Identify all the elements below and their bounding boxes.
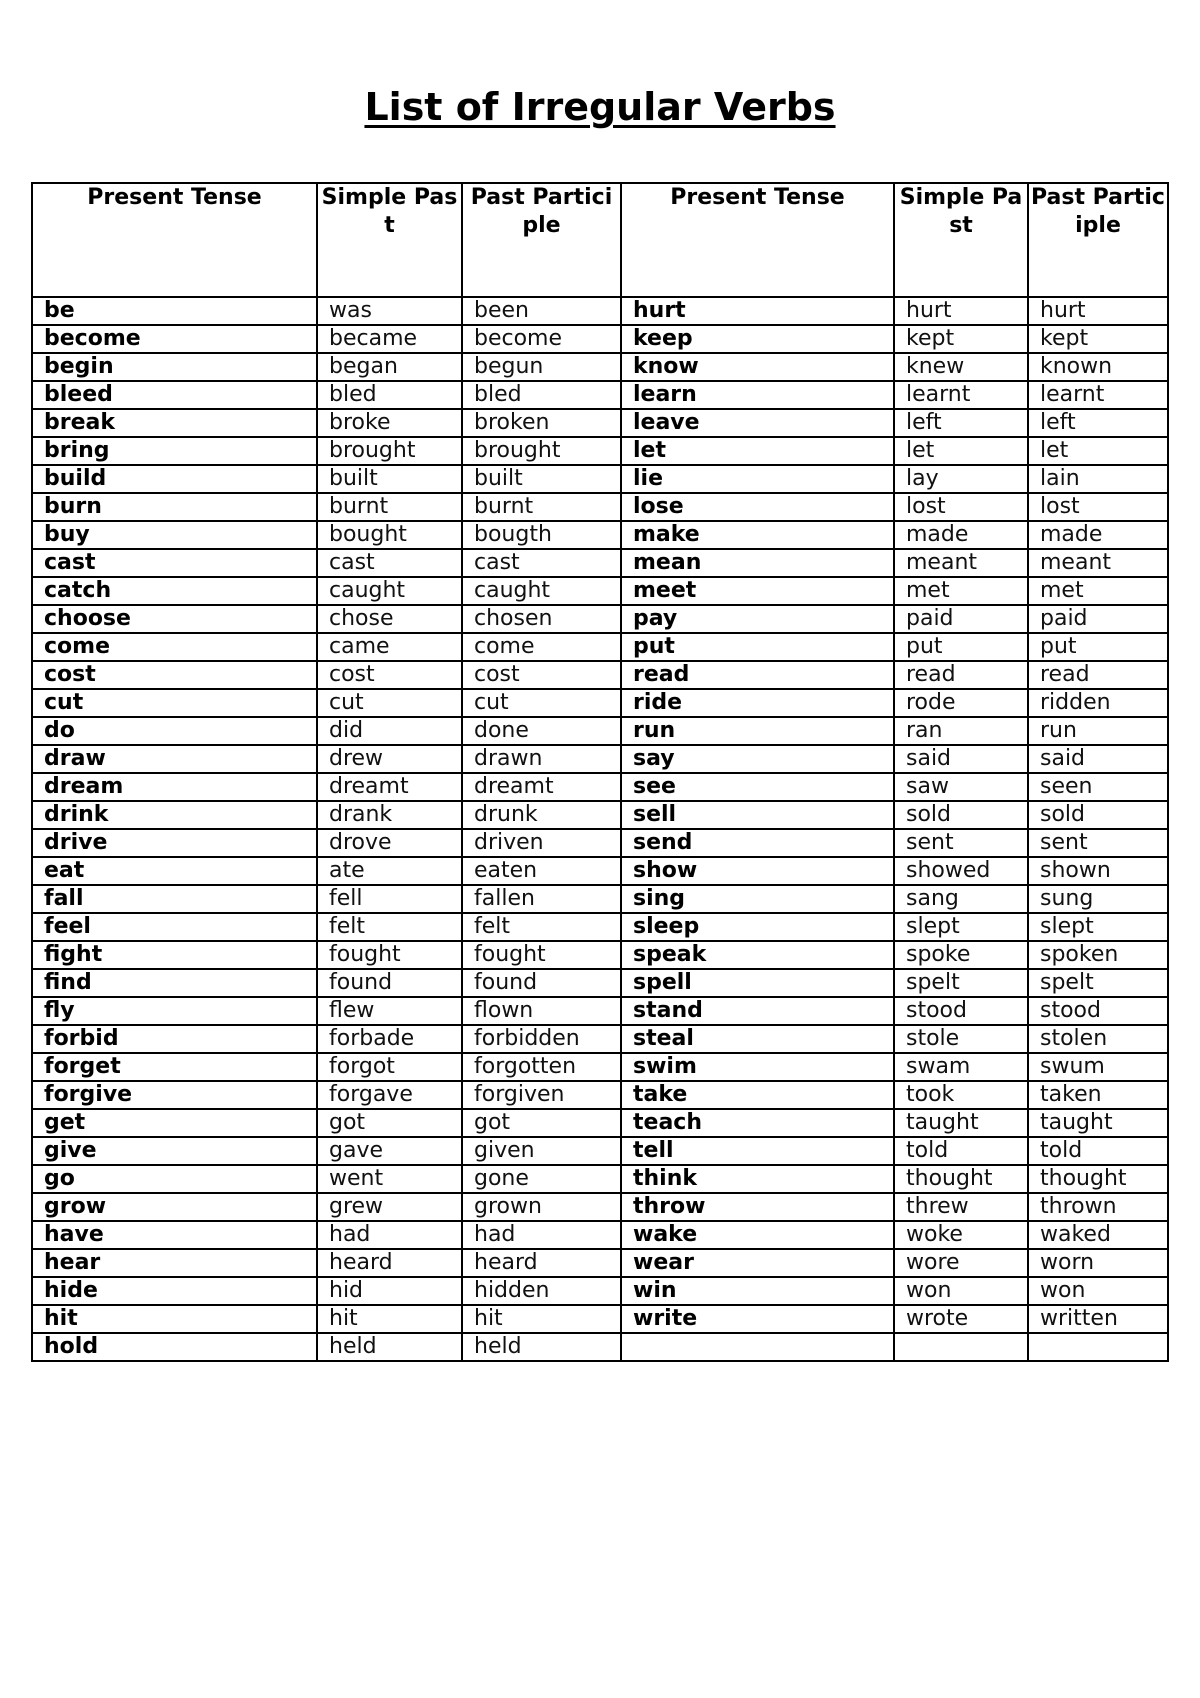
present-tense-cell: show [621, 857, 894, 885]
past-participle-cell: fallen [462, 885, 621, 913]
present-tense-cell: come [32, 633, 317, 661]
past-participle-cell: met [1028, 577, 1168, 605]
simple-past-cell: put [894, 633, 1028, 661]
present-tense-cell: swim [621, 1053, 894, 1081]
table-row [32, 1053, 1168, 1081]
simple-past-cell: forbade [317, 1025, 462, 1053]
present-tense-cell: win [621, 1277, 894, 1305]
present-tense-cell: spell [621, 969, 894, 997]
table-row [32, 1165, 1168, 1193]
simple-past-cell: spoke [894, 941, 1028, 969]
simple-past-cell: brought [317, 437, 462, 465]
present-tense-cell: bleed [32, 381, 317, 409]
simple-past-cell: sent [894, 829, 1028, 857]
header-simple-past: Simple Past [317, 183, 462, 297]
past-participle-cell: fought [462, 941, 621, 969]
simple-past-cell: ran [894, 717, 1028, 745]
present-tense-cell: do [32, 717, 317, 745]
simple-past-cell: left [894, 409, 1028, 437]
present-tense-cell: give [32, 1137, 317, 1165]
simple-past-cell: showed [894, 857, 1028, 885]
past-participle-cell: hidden [462, 1277, 621, 1305]
past-participle-cell: left [1028, 409, 1168, 437]
present-tense-cell: wake [621, 1221, 894, 1249]
table-row [32, 745, 1168, 773]
simple-past-cell: became [317, 325, 462, 353]
table-row [32, 857, 1168, 885]
present-tense-cell: forget [32, 1053, 317, 1081]
present-tense-cell: buy [32, 521, 317, 549]
table-row [32, 913, 1168, 941]
present-tense-cell: go [32, 1165, 317, 1193]
past-participle-cell: taught [1028, 1109, 1168, 1137]
table-row [32, 829, 1168, 857]
simple-past-cell: forgave [317, 1081, 462, 1109]
present-tense-cell: sleep [621, 913, 894, 941]
past-participle-cell: begun [462, 353, 621, 381]
table-row [32, 801, 1168, 829]
past-participle-cell: bled [462, 381, 621, 409]
present-tense-cell: pay [621, 605, 894, 633]
header-past-participle: Past Participle [1028, 183, 1168, 297]
present-tense-cell: build [32, 465, 317, 493]
header-past-participle: Past Participle [462, 183, 621, 297]
simple-past-cell: did [317, 717, 462, 745]
present-tense-cell: bring [32, 437, 317, 465]
simple-past-cell: forgot [317, 1053, 462, 1081]
present-tense-cell: see [621, 773, 894, 801]
present-tense-cell: cast [32, 549, 317, 577]
simple-past-cell: took [894, 1081, 1028, 1109]
table-row [32, 997, 1168, 1025]
present-tense-cell: cost [32, 661, 317, 689]
simple-past-cell: met [894, 577, 1028, 605]
past-participle-cell: known [1028, 353, 1168, 381]
present-tense-cell: ride [621, 689, 894, 717]
present-tense-cell: break [32, 409, 317, 437]
present-tense-cell: find [32, 969, 317, 997]
past-participle-cell: seen [1028, 773, 1168, 801]
past-participle-cell: sold [1028, 801, 1168, 829]
present-tense-cell: fly [32, 997, 317, 1025]
present-tense-cell: mean [621, 549, 894, 577]
simple-past-cell: threw [894, 1193, 1028, 1221]
simple-past-cell: dreamt [317, 773, 462, 801]
present-tense-cell: run [621, 717, 894, 745]
past-participle-cell: heard [462, 1249, 621, 1277]
simple-past-cell: bled [317, 381, 462, 409]
simple-past-cell: grew [317, 1193, 462, 1221]
present-tense-cell: lie [621, 465, 894, 493]
present-tense-cell: hide [32, 1277, 317, 1305]
past-participle-cell: gone [462, 1165, 621, 1193]
simple-past-cell: broke [317, 409, 462, 437]
past-participle-cell: come [462, 633, 621, 661]
simple-past-cell: wrote [894, 1305, 1028, 1333]
present-tense-cell: become [32, 325, 317, 353]
simple-past-cell: bought [317, 521, 462, 549]
present-tense-cell: make [621, 521, 894, 549]
present-tense-cell: put [621, 633, 894, 661]
past-participle-cell: had [462, 1221, 621, 1249]
past-participle-cell: grown [462, 1193, 621, 1221]
past-participle-cell: sung [1028, 885, 1168, 913]
past-participle-cell: lost [1028, 493, 1168, 521]
past-participle-cell: given [462, 1137, 621, 1165]
simple-past-cell: made [894, 521, 1028, 549]
simple-past-cell: let [894, 437, 1028, 465]
simple-past-cell: stood [894, 997, 1028, 1025]
present-tense-cell: learn [621, 381, 894, 409]
table-body [32, 297, 1168, 1361]
simple-past-cell: drove [317, 829, 462, 857]
simple-past-cell: found [317, 969, 462, 997]
table-row [32, 493, 1168, 521]
past-participle-cell: dreamt [462, 773, 621, 801]
present-tense-cell: fight [32, 941, 317, 969]
present-tense-cell: be [32, 297, 317, 325]
present-tense-cell: hold [32, 1333, 317, 1361]
present-tense-cell: hurt [621, 297, 894, 325]
past-participle-cell: done [462, 717, 621, 745]
simple-past-cell: learnt [894, 381, 1028, 409]
present-tense-cell: know [621, 353, 894, 381]
present-tense-cell: leave [621, 409, 894, 437]
simple-past-cell: meant [894, 549, 1028, 577]
table-row [32, 1221, 1168, 1249]
present-tense-cell: teach [621, 1109, 894, 1137]
simple-past-cell: built [317, 465, 462, 493]
past-participle-cell: forgotten [462, 1053, 621, 1081]
table-row [32, 1081, 1168, 1109]
table-row [32, 633, 1168, 661]
past-participle-cell: spoken [1028, 941, 1168, 969]
present-tense-cell: forgive [32, 1081, 317, 1109]
simple-past-cell: fell [317, 885, 462, 913]
table-row [32, 1137, 1168, 1165]
present-tense-cell: grow [32, 1193, 317, 1221]
simple-past-cell: fought [317, 941, 462, 969]
table-row [32, 1305, 1168, 1333]
simple-past-cell: told [894, 1137, 1028, 1165]
past-participle-cell: drunk [462, 801, 621, 829]
past-participle-cell: caught [462, 577, 621, 605]
present-tense-cell: hit [32, 1305, 317, 1333]
past-participle-cell: cost [462, 661, 621, 689]
past-participle-cell: learnt [1028, 381, 1168, 409]
table-row [32, 773, 1168, 801]
table-row [32, 1025, 1168, 1053]
present-tense-cell: lose [621, 493, 894, 521]
past-participle-cell: cast [462, 549, 621, 577]
simple-past-cell: went [317, 1165, 462, 1193]
past-participle-cell: ridden [1028, 689, 1168, 717]
present-tense-cell: catch [32, 577, 317, 605]
past-participle-cell: waked [1028, 1221, 1168, 1249]
past-participle-cell: drawn [462, 745, 621, 773]
simple-past-cell: gave [317, 1137, 462, 1165]
simple-past-cell: knew [894, 353, 1028, 381]
simple-past-cell: felt [317, 913, 462, 941]
simple-past-cell: lay [894, 465, 1028, 493]
past-participle-cell: kept [1028, 325, 1168, 353]
past-participle-cell: flown [462, 997, 621, 1025]
simple-past-cell: read [894, 661, 1028, 689]
past-participle-cell [1028, 1333, 1168, 1361]
past-participle-cell: driven [462, 829, 621, 857]
past-participle-cell: written [1028, 1305, 1168, 1333]
irregular-verbs-table [31, 182, 1169, 1362]
past-participle-cell: spelt [1028, 969, 1168, 997]
past-participle-cell: worn [1028, 1249, 1168, 1277]
present-tense-cell: sell [621, 801, 894, 829]
present-tense-cell: tell [621, 1137, 894, 1165]
past-participle-cell: forbidden [462, 1025, 621, 1053]
table-row [32, 717, 1168, 745]
present-tense-cell: throw [621, 1193, 894, 1221]
present-tense-cell: write [621, 1305, 894, 1333]
past-participle-cell: made [1028, 521, 1168, 549]
simple-past-cell: drank [317, 801, 462, 829]
past-participle-cell: run [1028, 717, 1168, 745]
table-row [32, 1277, 1168, 1305]
present-tense-cell: have [32, 1221, 317, 1249]
simple-past-cell: hit [317, 1305, 462, 1333]
present-tense-cell: sing [621, 885, 894, 913]
table-row [32, 1109, 1168, 1137]
simple-past-cell: burnt [317, 493, 462, 521]
simple-past-cell: cut [317, 689, 462, 717]
past-participle-cell: thought [1028, 1165, 1168, 1193]
past-participle-cell: slept [1028, 913, 1168, 941]
past-participle-cell: cut [462, 689, 621, 717]
table-row [32, 605, 1168, 633]
past-participle-cell: swum [1028, 1053, 1168, 1081]
simple-past-cell: hid [317, 1277, 462, 1305]
simple-past-cell: was [317, 297, 462, 325]
past-participle-cell: got [462, 1109, 621, 1137]
simple-past-cell: lost [894, 493, 1028, 521]
simple-past-cell: kept [894, 325, 1028, 353]
simple-past-cell: began [317, 353, 462, 381]
past-participle-cell: been [462, 297, 621, 325]
table-row [32, 969, 1168, 997]
table-row [32, 381, 1168, 409]
present-tense-cell: dream [32, 773, 317, 801]
table-row [32, 297, 1168, 325]
present-tense-cell: read [621, 661, 894, 689]
past-participle-cell: bougth [462, 521, 621, 549]
present-tense-cell: meet [621, 577, 894, 605]
present-tense-cell [621, 1333, 894, 1361]
past-participle-cell: eaten [462, 857, 621, 885]
simple-past-cell: won [894, 1277, 1028, 1305]
simple-past-cell: woke [894, 1221, 1028, 1249]
table-row [32, 1249, 1168, 1277]
simple-past-cell: cast [317, 549, 462, 577]
past-participle-cell: paid [1028, 605, 1168, 633]
present-tense-cell: forbid [32, 1025, 317, 1053]
present-tense-cell: stand [621, 997, 894, 1025]
simple-past-cell: swam [894, 1053, 1028, 1081]
table-row [32, 577, 1168, 605]
past-participle-cell: broken [462, 409, 621, 437]
table-row [32, 689, 1168, 717]
simple-past-cell: taught [894, 1109, 1028, 1137]
present-tense-cell: burn [32, 493, 317, 521]
past-participle-cell: forgiven [462, 1081, 621, 1109]
past-participle-cell: brought [462, 437, 621, 465]
past-participle-cell: built [462, 465, 621, 493]
present-tense-cell: eat [32, 857, 317, 885]
header-present-tense: Present Tense [32, 183, 317, 297]
present-tense-cell: send [621, 829, 894, 857]
page-title: List of Irregular Verbs [364, 85, 836, 129]
simple-past-cell: wore [894, 1249, 1028, 1277]
present-tense-cell: steal [621, 1025, 894, 1053]
past-participle-cell: hit [462, 1305, 621, 1333]
simple-past-cell: hurt [894, 297, 1028, 325]
past-participle-cell: read [1028, 661, 1168, 689]
present-tense-cell: feel [32, 913, 317, 941]
table-row [32, 1333, 1168, 1361]
header-present-tense: Present Tense [621, 183, 894, 297]
simple-past-cell: drew [317, 745, 462, 773]
simple-past-cell: stole [894, 1025, 1028, 1053]
present-tense-cell: get [32, 1109, 317, 1137]
present-tense-cell: cut [32, 689, 317, 717]
table-row [32, 437, 1168, 465]
simple-past-cell: flew [317, 997, 462, 1025]
present-tense-cell: drink [32, 801, 317, 829]
past-participle-cell: hurt [1028, 297, 1168, 325]
simple-past-cell: paid [894, 605, 1028, 633]
past-participle-cell: stood [1028, 997, 1168, 1025]
present-tense-cell: wear [621, 1249, 894, 1277]
present-tense-cell: draw [32, 745, 317, 773]
past-participle-cell: won [1028, 1277, 1168, 1305]
table-row [32, 521, 1168, 549]
table-header-row [32, 183, 1168, 297]
past-participle-cell: held [462, 1333, 621, 1361]
header-simple-past: Simple Past [894, 183, 1028, 297]
past-participle-cell: let [1028, 437, 1168, 465]
present-tense-cell: choose [32, 605, 317, 633]
past-participle-cell: told [1028, 1137, 1168, 1165]
present-tense-cell: begin [32, 353, 317, 381]
past-participle-cell: lain [1028, 465, 1168, 493]
present-tense-cell: take [621, 1081, 894, 1109]
simple-past-cell [894, 1333, 1028, 1361]
simple-past-cell: caught [317, 577, 462, 605]
simple-past-cell: sold [894, 801, 1028, 829]
present-tense-cell: fall [32, 885, 317, 913]
simple-past-cell: chose [317, 605, 462, 633]
past-participle-cell: meant [1028, 549, 1168, 577]
simple-past-cell: came [317, 633, 462, 661]
table-row [32, 465, 1168, 493]
past-participle-cell: felt [462, 913, 621, 941]
present-tense-cell: speak [621, 941, 894, 969]
present-tense-cell: drive [32, 829, 317, 857]
simple-past-cell: saw [894, 773, 1028, 801]
past-participle-cell: stolen [1028, 1025, 1168, 1053]
simple-past-cell: heard [317, 1249, 462, 1277]
table-row [32, 409, 1168, 437]
present-tense-cell: keep [621, 325, 894, 353]
simple-past-cell: spelt [894, 969, 1028, 997]
simple-past-cell: thought [894, 1165, 1028, 1193]
past-participle-cell: shown [1028, 857, 1168, 885]
simple-past-cell: said [894, 745, 1028, 773]
table-row [32, 661, 1168, 689]
simple-past-cell: slept [894, 913, 1028, 941]
simple-past-cell: had [317, 1221, 462, 1249]
simple-past-cell: cost [317, 661, 462, 689]
simple-past-cell: ate [317, 857, 462, 885]
simple-past-cell: rode [894, 689, 1028, 717]
past-participle-cell: found [462, 969, 621, 997]
table-row [32, 353, 1168, 381]
past-participle-cell: sent [1028, 829, 1168, 857]
present-tense-cell: hear [32, 1249, 317, 1277]
table-row [32, 885, 1168, 913]
present-tense-cell: say [621, 745, 894, 773]
past-participle-cell: chosen [462, 605, 621, 633]
past-participle-cell: thrown [1028, 1193, 1168, 1221]
past-participle-cell: said [1028, 745, 1168, 773]
table-row [32, 1193, 1168, 1221]
past-participle-cell: taken [1028, 1081, 1168, 1109]
past-participle-cell: put [1028, 633, 1168, 661]
simple-past-cell: held [317, 1333, 462, 1361]
past-participle-cell: become [462, 325, 621, 353]
present-tense-cell: think [621, 1165, 894, 1193]
simple-past-cell: sang [894, 885, 1028, 913]
simple-past-cell: got [317, 1109, 462, 1137]
table-row [32, 549, 1168, 577]
table-row [32, 325, 1168, 353]
present-tense-cell: let [621, 437, 894, 465]
table-row [32, 941, 1168, 969]
past-participle-cell: burnt [462, 493, 621, 521]
